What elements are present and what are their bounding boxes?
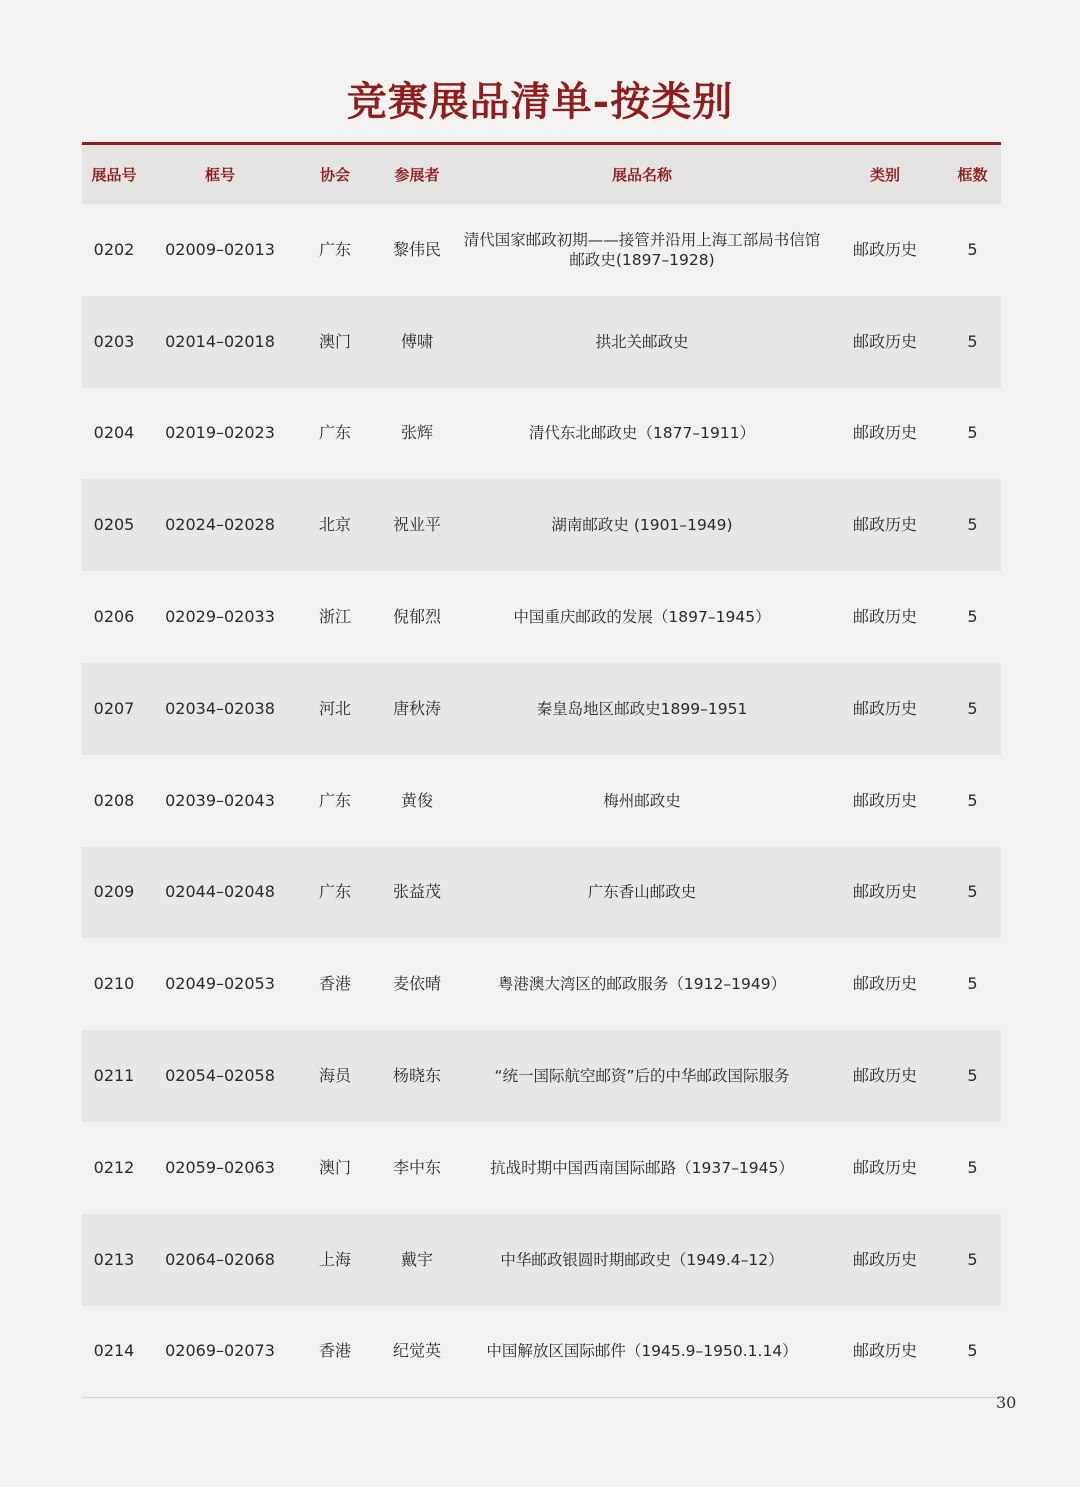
table-row <box>82 755 1001 847</box>
cell-frames: 02019–02023 <box>165 423 275 443</box>
cell-name: 清代国家邮政初期——接管并沿用上海工部局书信馆邮政史(1897–1928) <box>463 230 821 269</box>
cell-association: 河北 <box>318 698 351 718</box>
table-header-row <box>82 145 1001 204</box>
cell-exhibitor: 黄俊 <box>400 790 433 810</box>
cell-frame-count: 5 <box>967 974 978 994</box>
cell-exhibitor: 麦依晴 <box>392 974 441 994</box>
cell-exhibitor: 倪郁烈 <box>392 607 441 627</box>
cell-association: 澳门 <box>318 1157 351 1177</box>
footer-rule <box>82 1397 1001 1398</box>
table-row <box>82 1306 1001 1398</box>
cell-exhibitor: 李中东 <box>392 1157 441 1177</box>
cell-association: 广东 <box>318 239 351 259</box>
cell-no: 0205 <box>93 515 135 535</box>
cell-category: 邮政历史 <box>852 974 917 994</box>
header-exhibitor: 参展者 <box>394 165 440 184</box>
cell-name: 粤港澳大湾区的邮政服务（1912–1949） <box>497 975 787 994</box>
cell-no: 0214 <box>93 1341 135 1361</box>
table-row <box>82 1030 1001 1122</box>
table-row <box>82 571 1001 663</box>
cell-association: 香港 <box>318 974 351 994</box>
cell-frames: 02064–02068 <box>165 1249 275 1269</box>
cell-frame-count: 5 <box>967 239 978 259</box>
cell-category: 邮政历史 <box>852 1249 917 1269</box>
header-no: 展品号 <box>91 165 137 184</box>
cell-category: 邮政历史 <box>852 1157 917 1177</box>
cell-category: 邮政历史 <box>852 607 917 627</box>
cell-frames: 02049–02053 <box>165 974 275 994</box>
cell-name: “统一国际航空邮资”后的中华邮政国际服务 <box>494 1067 790 1086</box>
cell-category: 邮政历史 <box>852 1066 917 1086</box>
cell-no: 0213 <box>93 1249 135 1269</box>
cell-no: 0206 <box>93 607 135 627</box>
cell-name: 抗战时期中国西南国际邮路（1937–1945） <box>490 1158 794 1177</box>
table-row <box>82 1214 1001 1306</box>
cell-no: 0209 <box>93 882 135 902</box>
cell-name: 中国重庆邮政的发展（1897–1945） <box>513 608 771 627</box>
cell-frames: 02044–02048 <box>165 882 275 902</box>
cell-exhibitor: 黎伟民 <box>392 239 441 259</box>
cell-frame-count: 5 <box>967 1249 978 1269</box>
cell-no: 0210 <box>93 974 135 994</box>
cell-exhibitor: 张辉 <box>400 423 433 443</box>
cell-category: 邮政历史 <box>852 1341 917 1361</box>
cell-association: 广东 <box>318 423 351 443</box>
cell-frames: 02009–02013 <box>165 239 275 259</box>
cell-name: 秦皇岛地区邮政史1899–1951 <box>536 699 748 718</box>
cell-frames: 02034–02038 <box>165 698 275 718</box>
cell-frame-count: 5 <box>967 790 978 810</box>
cell-category: 邮政历史 <box>852 790 917 810</box>
cell-no: 0208 <box>93 790 135 810</box>
table-row <box>82 938 1001 1030</box>
cell-category: 邮政历史 <box>852 882 917 902</box>
header-association: 协会 <box>319 165 350 184</box>
cell-category: 邮政历史 <box>852 698 917 718</box>
cell-association: 浙江 <box>318 607 351 627</box>
cell-association: 广东 <box>318 882 351 902</box>
table-row <box>82 388 1001 480</box>
cell-frame-count: 5 <box>967 331 978 351</box>
cell-frame-count: 5 <box>967 1157 978 1177</box>
header-frame-count: 框数 <box>957 165 988 184</box>
cell-frames: 02069–02073 <box>165 1341 275 1361</box>
cell-no: 0203 <box>93 331 135 351</box>
cell-no: 0212 <box>93 1157 135 1177</box>
cell-category: 邮政历史 <box>852 331 917 351</box>
cell-category: 邮政历史 <box>852 423 917 443</box>
header-frames: 框号 <box>204 165 235 184</box>
cell-frame-count: 5 <box>967 423 978 443</box>
table-row <box>82 479 1001 571</box>
header-name: 展品名称 <box>611 165 672 184</box>
table-row <box>82 847 1001 939</box>
cell-exhibitor: 戴宇 <box>400 1249 433 1269</box>
page-number: 30 <box>996 1393 1017 1412</box>
cell-exhibitor: 唐秋涛 <box>392 698 441 718</box>
cell-frame-count: 5 <box>967 607 978 627</box>
cell-frame-count: 5 <box>967 1341 978 1361</box>
cell-frames: 02039–02043 <box>165 790 275 810</box>
cell-name: 湖南邮政史 (1901–1949) <box>551 516 733 535</box>
cell-frame-count: 5 <box>967 1066 978 1086</box>
cell-frames: 02054–02058 <box>165 1066 275 1086</box>
table-row <box>82 204 1001 296</box>
cell-association: 香港 <box>318 1341 351 1361</box>
cell-exhibitor: 傅啸 <box>400 331 433 351</box>
cell-frames: 02024–02028 <box>165 515 275 535</box>
cell-frame-count: 5 <box>967 515 978 535</box>
cell-category: 邮政历史 <box>852 239 917 259</box>
cell-association: 澳门 <box>318 331 351 351</box>
exhibit-table <box>82 145 1001 1397</box>
cell-association: 广东 <box>318 790 351 810</box>
cell-frames: 02014–02018 <box>165 331 275 351</box>
header-category: 类别 <box>869 165 900 184</box>
cell-exhibitor: 杨晓东 <box>392 1066 441 1086</box>
cell-association: 海员 <box>318 1066 351 1086</box>
cell-no: 0207 <box>93 698 135 718</box>
cell-association: 北京 <box>318 515 351 535</box>
page-title: 竞赛展品清单-按类别 <box>346 78 734 125</box>
cell-name: 梅州邮政史 <box>603 791 681 810</box>
cell-exhibitor: 纪觉英 <box>392 1341 441 1361</box>
cell-association: 上海 <box>318 1249 351 1269</box>
cell-no: 0202 <box>93 239 135 259</box>
cell-no: 0204 <box>93 423 135 443</box>
cell-category: 邮政历史 <box>852 515 917 535</box>
cell-no: 0211 <box>93 1066 135 1086</box>
table-row <box>82 296 1001 388</box>
cell-name: 广东香山邮政史 <box>587 883 697 902</box>
cell-name: 中国解放区国际邮件（1945.9–1950.1.14） <box>486 1342 798 1361</box>
cell-exhibitor: 祝业平 <box>392 515 441 535</box>
cell-exhibitor: 张益茂 <box>392 882 441 902</box>
table-row <box>82 663 1001 755</box>
cell-frames: 02059–02063 <box>165 1157 275 1177</box>
cell-name: 中华邮政银圆时期邮政史（1949.4–12） <box>500 1250 784 1269</box>
cell-name: 清代东北邮政史（1877–1911） <box>528 424 756 443</box>
cell-frame-count: 5 <box>967 882 978 902</box>
cell-frames: 02029–02033 <box>165 607 275 627</box>
cell-name: 拱北关邮政史 <box>595 332 689 351</box>
table-row <box>82 1122 1001 1214</box>
cell-frame-count: 5 <box>967 698 978 718</box>
